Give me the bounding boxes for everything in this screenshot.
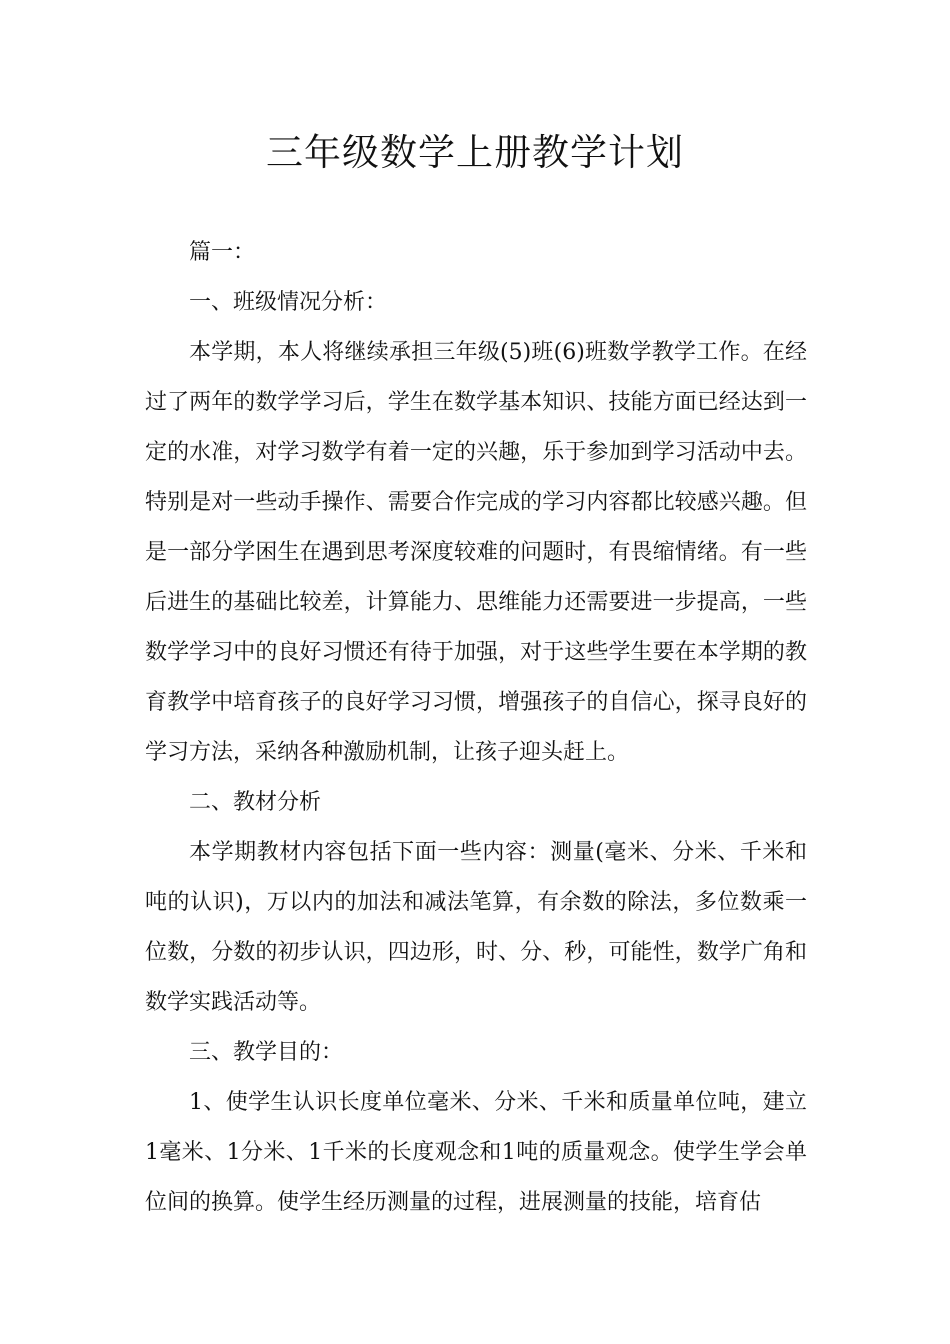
paragraph-textbook-analysis: 本学期教材内容包括下面一些内容：测量(毫米、分米、千米和吨的认识)，万以内的加法和减法笔算，有余数的除法，多位数乘一位数，分数的初步认识，四边形，时、分、秒，可能性，数学广角和数学实践活动等。 bbox=[145, 840, 807, 1015]
section-label-part-one: 篇一： bbox=[189, 240, 256, 265]
heading-teaching-goals: 三、教学目的： bbox=[189, 1040, 344, 1065]
paragraph-teaching-goal-1: 1、使学生认识长度单位毫米、分米、千米和质量单位吨，建立1毫米、1分米、1千米的长度观念和1吨的质量观念。使学生学会单位间的换算。使学生经历测量的过程，进展测量的技能，培育估 bbox=[145, 1090, 807, 1215]
paragraph-class-analysis: 本学期，本人将继续承担三年级(5)班(6)班数学教学工作。在经过了两年的数学学习后，学生在数学基本知识、技能方面已经达到一定的水准，对学习数学有着一定的兴趣，乐于参加到学习活动中去。特别是对一些动手操作、需要合作完成的学习内容都比较感兴趣。但是一部分学困生在遇到思考深度较难的问题时，有畏缩情绪。有一些后进生的基础比较差，计算能力、思维能力还需要进一步提高，一些数学学习中的良好习惯还有待于加强，对于这些学生要在本学期的教育教学中培育孩子的良好学习习惯，增强孩子的自信心，探寻良好的学习方法，采纳各种激励机制，让孩子迎头赶上。 bbox=[145, 340, 807, 765]
document-body bbox=[145, 228, 807, 1228]
document-title: 三年级数学上册教学计划 bbox=[266, 131, 684, 174]
heading-textbook-analysis: 二、教材分析 bbox=[189, 790, 322, 815]
heading-class-analysis: 一、班级情况分析： bbox=[189, 290, 388, 315]
